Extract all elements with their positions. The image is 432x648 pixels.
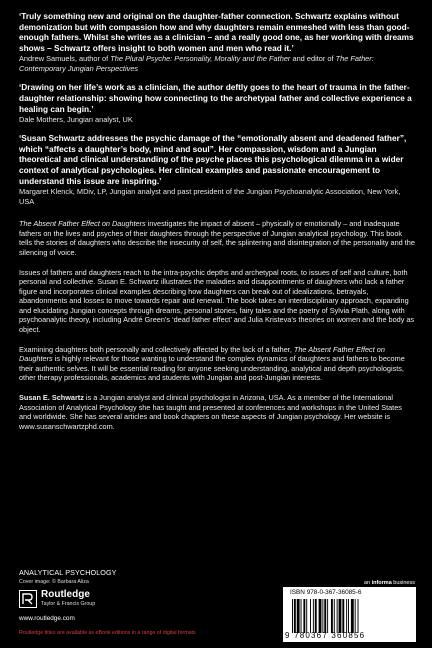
publisher-name: Routledge (41, 589, 90, 600)
author-name: Susan E. Schwartz (19, 393, 84, 403)
isbn-barcode-box (283, 587, 416, 642)
informa-label (364, 580, 415, 586)
endorsement-attribution (19, 54, 415, 74)
endorsement-attribution: Dale Mothers, Jungian analyst, UK (19, 115, 133, 125)
description-paragraph (19, 345, 415, 383)
informa-suffix: business (391, 580, 415, 586)
ebook-note: Routledge titles are available as eBook editions in a range of digital formats (19, 630, 196, 636)
cover-image-credit: Cover image: © Barbara Aliza (19, 579, 89, 585)
subject-category: ANALYTICAL PSYCHOLOGY (19, 568, 117, 577)
barcode-icon (290, 599, 410, 633)
publisher-logo (19, 589, 159, 613)
routledge-logo-icon (19, 590, 37, 608)
author-bio (19, 393, 415, 431)
attribution-name: Andrew Samuels, author of (19, 54, 111, 64)
attribution-book-title: The Plural Psyche: Personality, Morality and the Father (110, 54, 291, 64)
informa-prefix: an (363, 580, 372, 586)
cover-content (19, 11, 415, 431)
barcode-digits: 9 780367 360856 (285, 631, 366, 640)
isbn-number: ISBN 978-0-367-36085-6 (290, 589, 362, 596)
book-description (19, 219, 415, 383)
book-title: The Absent Father Effect on Daughters (19, 219, 146, 229)
attribution-book-title: The Father: Contemporary Jungian Perspectives (19, 54, 374, 74)
endorsement-1 (19, 11, 415, 74)
description-text: Examining daughters both personally and collectively affected by the lack of a father, (19, 344, 294, 354)
description-paragraph (19, 219, 415, 257)
endorsement-3 (19, 133, 415, 207)
publisher-group: Taylor & Francis Group (41, 601, 96, 607)
endorsement-2 (19, 82, 415, 125)
endorsement-text: ‘Drawing on her life’s work as a clinician, the author deftly goes to the heart of trauma in the father-daughter relationship: showing how connecting to the archetypal father and collective experience a healing can begin.’ (19, 82, 412, 114)
description-text: is highly relevant for those wanting to understand the complex dynamics of daughters and fathers to become their authentic selves. It will be essential reading for anyone seeking understanding, analytical and depth psychologists, other therapy professionals, academics and students with Jungian and post-Jungian interests. (19, 354, 405, 383)
publisher-url: www.routledge.com (19, 615, 75, 622)
bio-text: is a Jungian analyst and clinical psychologist in Arizona, USA. As a member of the International Association of Analytical Psychology she has taught and presented at conferences and workshops in the United States and worldwide. She has several articles and book chapters on these aspects of Jungian psychology. Her website is www.susanschwartzphd.com. (19, 393, 402, 431)
informa-brand: informa (371, 580, 392, 586)
description-text: investigates the impact of absent – physically or emotionally – and inadequate fathers on the lives and psyches of their daughters through the perspective of Jungian analytical psychology. This book tells the stories of daughters who describe the insecurity of self, the splintering and disintegration of the personality and the silencing of voice. (19, 219, 415, 257)
endorsement-text: ‘Susan Schwartz addresses the psychic damage of the “emotionally absent and deadened father”, which “affects a daughter’s body, mind and soul”. Her compassion, wisdom and a Jungian theoretical and clinical understanding of the psyche places this psychological dilemma in a wider context of analytical psychologies. Her clinical examples and passionate encouragement to understand this issue are inspiring.’ (19, 133, 407, 186)
attribution-connector: and editor of (290, 54, 336, 64)
book-title: The Absent Father Effect on Daughters (19, 344, 385, 364)
description-paragraph: Issues of fathers and daughters reach to the intra-psychic depths and archetypal roots, to issues of self and culture, both personal and collective. Susan E. Schwartz illustrates the maladies and disappointments of daughters who lack a father figure and incorporates clinical examples describing how daughters can break out of idealizations, betrayals, abandonments and losses to move towards repair and renewal. The book takes an interdisciplinary approach, expanding and elucidating Jungian concepts through dreams, personal stories, fairy tales and the poetry of Sylvia Plath, along with psychoanalytic theory, including André Green’s ‘dead father effect’ and Julia Kristeva’s theories on women and the body as object. (19, 267, 415, 335)
endorsement-attribution: Margaret Klenck, MDiv, LP, Jungian analyst and past president of the Jungian Psychoanalytic Association, New York, USA (19, 187, 401, 207)
endorsement-text: ‘Truly something new and original on the daughter-father connection. Schwartz explains without demonization but with compassion how and why daughters remain enmeshed with less than good-enough fathers. Whilst she writes as a clinician – and a really good one, as her working with dreams shows – Schwartz offers insight to both women and men who read it.’ (19, 11, 414, 53)
